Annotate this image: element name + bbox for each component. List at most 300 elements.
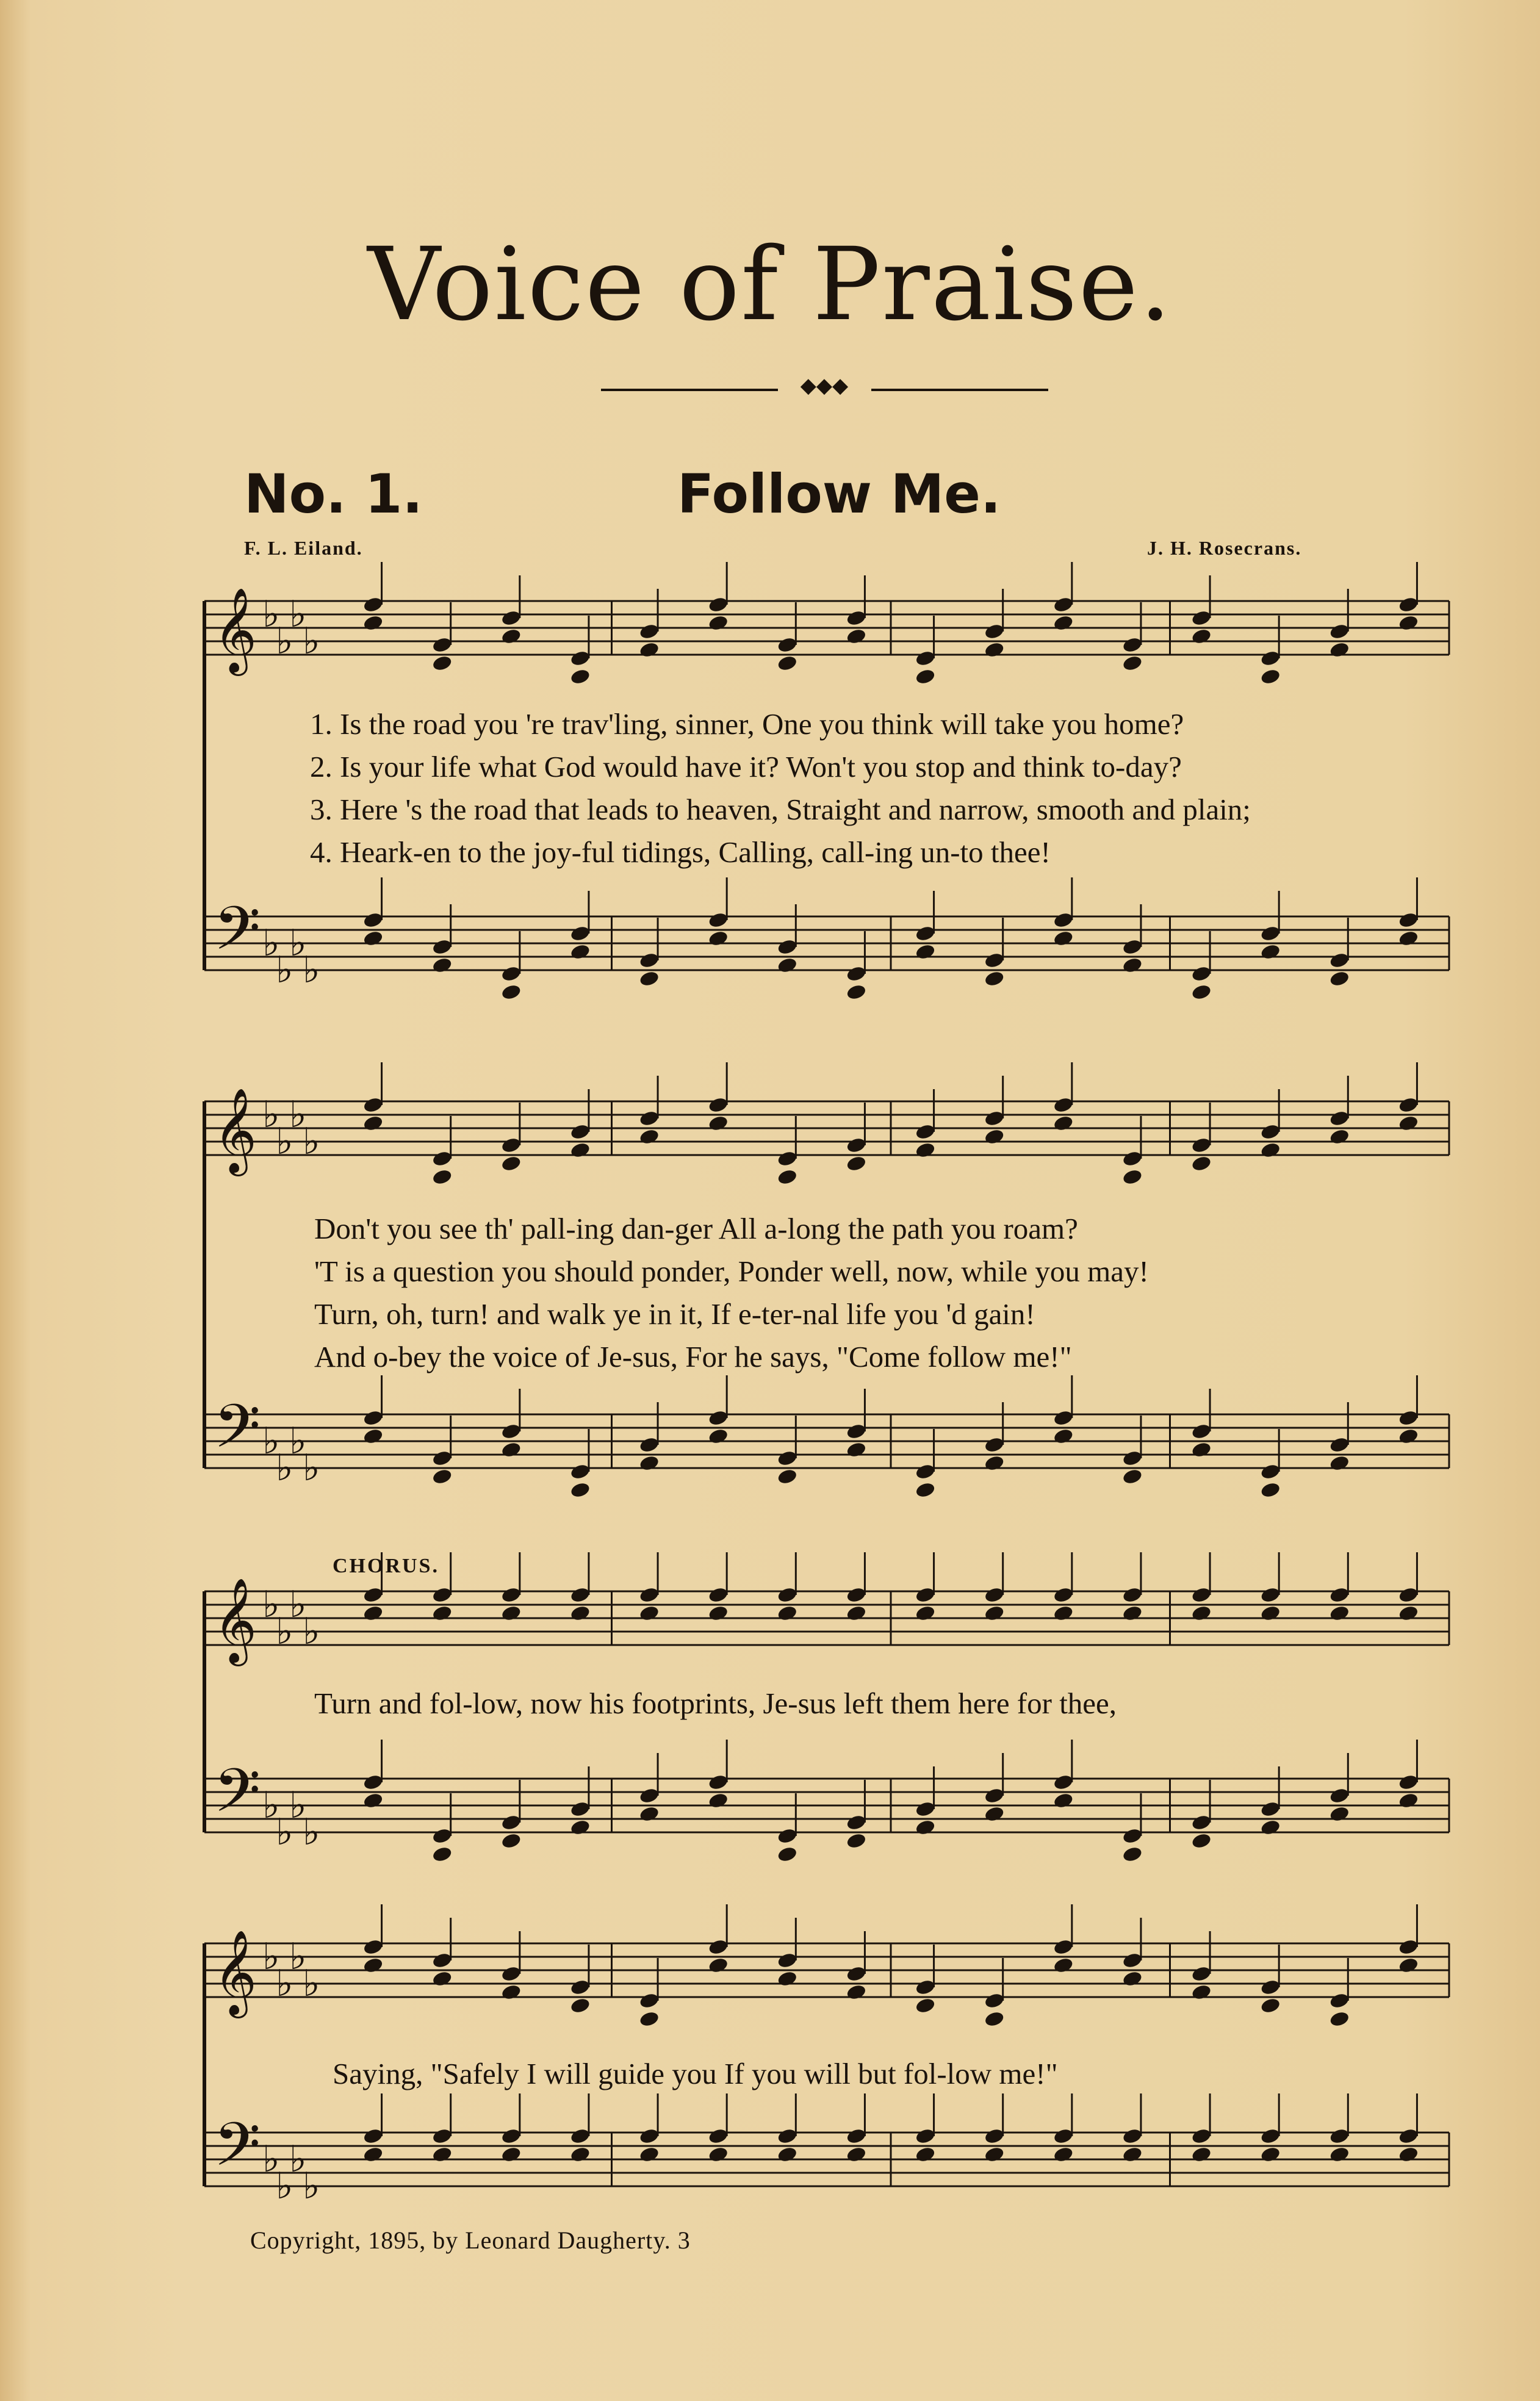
system-4-treble-note <box>1121 1951 1143 1969</box>
system-4-treble-note <box>1052 1938 1074 1956</box>
system-3-treble-note <box>1121 1586 1143 1604</box>
system-3-bass-note <box>1191 1813 1212 1831</box>
system-4-key-signature: ♭ <box>276 1962 293 2005</box>
system-1-bass-clef: 𝄢 <box>214 894 261 979</box>
system-3-key-signature: ♭ <box>303 1610 320 1653</box>
verse-1-line-1: 1. Is the road you 're trav'ling, sinner, One you think will take you home? <box>310 707 1184 741</box>
system-1-bass-note <box>777 938 798 956</box>
system-4-treble-note <box>777 1951 798 1969</box>
system-1-bass-note <box>1329 970 1350 987</box>
composer: J. H. Rosecrans. <box>1147 537 1302 559</box>
system-1-treble-note <box>708 614 729 632</box>
system-4-bass-note <box>1191 2145 1212 2163</box>
hymn-number: No. 1. <box>244 463 423 525</box>
system-3-bass-note <box>984 1787 1005 1804</box>
system-3-treble-note <box>500 1586 522 1604</box>
system-1-bass-note <box>1121 956 1143 974</box>
system-4-key-signature: ♭ <box>289 1935 307 1978</box>
system-4-bass-note <box>1329 2145 1350 2163</box>
system-4-bass-clef: 𝄢 <box>214 2110 261 2195</box>
system-1-treble-note <box>915 649 936 667</box>
system-1-treble-note <box>777 654 798 672</box>
system-4-bass-note <box>362 2127 384 2145</box>
system-1-treble-note <box>362 596 384 613</box>
system-3-treble-note <box>1191 1586 1212 1604</box>
system-4-bass-note <box>1329 2127 1350 2145</box>
system-2-treble-note <box>1121 1168 1143 1186</box>
copyright: Copyright, 1895, by Leonard Daugherty. 3 <box>250 2226 691 2254</box>
system-2-bass-note <box>1260 1481 1281 1499</box>
system-2-bass-note <box>777 1449 798 1467</box>
system-1-bass-note <box>1398 911 1419 929</box>
system-1-treble-note <box>1329 641 1350 658</box>
system-4-treble-note <box>1260 1996 1281 2014</box>
system-1-bass-note <box>1121 938 1143 956</box>
system-2-key-signature: ♭ <box>303 1120 320 1163</box>
system-3-treble-note <box>777 1586 798 1604</box>
system-4-bass-note <box>846 2145 867 2163</box>
system-3-treble-note <box>1398 1586 1419 1604</box>
system-1-bass-note <box>1052 929 1074 947</box>
system-1-bass-note <box>1329 951 1350 969</box>
system-1-key-signature: ♭ <box>289 922 307 965</box>
system-4-treble-note <box>1121 1970 1143 1987</box>
system-3-bass-note <box>639 1787 660 1804</box>
system-4-treble-note <box>1052 1956 1074 1974</box>
system-3-bass-note <box>569 1818 591 1836</box>
system-4-treble-note <box>915 1996 936 2014</box>
system-3-bass-note <box>639 1805 660 1823</box>
system-2-bass-note <box>1329 1454 1350 1472</box>
system-1-treble-clef: 𝄞 <box>214 588 257 672</box>
system-1-treble-note <box>1260 668 1281 685</box>
system-2-bass-note <box>1398 1409 1419 1427</box>
system-4-key-signature: ♭ <box>262 2138 280 2181</box>
system-2-treble-note <box>569 1141 591 1159</box>
system-4-treble-note <box>984 1992 1005 2009</box>
system-2-treble-note <box>915 1141 936 1159</box>
system-4-treble-note <box>1191 1983 1212 2001</box>
system-3-bass-note <box>1329 1787 1350 1804</box>
system-2-treble-note <box>1398 1096 1419 1114</box>
system-3-bass-note <box>1260 1818 1281 1836</box>
system-3-bass-note <box>1052 1791 1074 1809</box>
system-1-treble-note <box>1121 636 1143 653</box>
system-2-bass-note <box>569 1481 591 1499</box>
system-2-bass-note <box>639 1454 660 1472</box>
system-3-treble-note <box>984 1586 1005 1604</box>
system-2-bass-note <box>984 1436 1005 1453</box>
system-3-bass-note <box>431 1827 453 1845</box>
system-1-bass-note <box>431 938 453 956</box>
system-4-bass-note <box>846 2127 867 2145</box>
system-4-bass-note <box>1121 2127 1143 2145</box>
system-1-bass-note <box>362 911 384 929</box>
system-4-treble-note <box>915 1978 936 1996</box>
system-3-key-signature: ♭ <box>289 1583 307 1626</box>
system-1-key-signature: ♭ <box>262 922 280 965</box>
system-4-bass-note <box>500 2127 522 2145</box>
system-3-treble-note <box>1260 1586 1281 1604</box>
system-3-treble-note <box>1191 1604 1212 1622</box>
system-2-key-signature: ♭ <box>289 1093 307 1136</box>
system-1-bass-note <box>1398 929 1419 947</box>
system-4-bass-note <box>1398 2127 1419 2145</box>
system-3-bass-note <box>362 1791 384 1809</box>
system-2-bass-note <box>1052 1409 1074 1427</box>
system-3-treble-note <box>915 1586 936 1604</box>
system-1-treble-note <box>1329 622 1350 640</box>
system-1-bass-note <box>431 956 453 974</box>
lyricist: F. L. Eiland. <box>244 537 363 559</box>
system-3-treble-note <box>915 1604 936 1622</box>
system-3-treble-note <box>1329 1604 1350 1622</box>
system-3-bass-note <box>846 1832 867 1849</box>
system-2-bass-note <box>639 1436 660 1453</box>
hymn-title: Follow Me. <box>677 463 1001 525</box>
system-4-bass-note <box>1191 2127 1212 2145</box>
system-3-bass-note <box>708 1773 729 1791</box>
system-4-treble-note <box>1329 2010 1350 2028</box>
system-4-treble-note <box>846 1983 867 2001</box>
system-2-treble-note <box>708 1114 729 1132</box>
system-4-key-signature: ♭ <box>276 2165 293 2208</box>
system-2-bass-note <box>1329 1436 1350 1453</box>
system-2-treble-note <box>846 1136 867 1154</box>
system-1-treble-note <box>1052 596 1074 613</box>
system-2-bass-note <box>431 1449 453 1467</box>
system-2-treble-note <box>1260 1123 1281 1140</box>
system-4-bass-note <box>1260 2145 1281 2163</box>
system-3-treble-note <box>500 1604 522 1622</box>
system-2-treble-note <box>777 1150 798 1167</box>
system-2-key-signature: ♭ <box>262 1093 280 1136</box>
system-3-bass-clef: 𝄢 <box>214 1756 261 1841</box>
system-4-treble-note <box>639 1992 660 2009</box>
system-2-bass-note <box>984 1454 1005 1472</box>
system-3-treble-note <box>1260 1604 1281 1622</box>
system-1-bass-note <box>777 956 798 974</box>
system-4-bass-note <box>777 2127 798 2145</box>
system-1-treble-note <box>846 627 867 645</box>
system-2-treble-note <box>984 1109 1005 1127</box>
system-1-treble-note <box>777 636 798 653</box>
system-1-treble-note <box>984 641 1005 658</box>
system-4-treble-note <box>708 1956 729 1974</box>
system-1-bass-note <box>984 951 1005 969</box>
system-2-treble-note <box>362 1114 384 1132</box>
system-1-bass-note <box>708 911 729 929</box>
system-3-bass-note <box>1329 1805 1350 1823</box>
system-3-treble-note <box>846 1604 867 1622</box>
system-1-treble-note <box>1398 596 1419 613</box>
system-3-bass-note <box>846 1813 867 1831</box>
system-2-treble-note <box>915 1123 936 1140</box>
system-2-bass-note <box>1398 1427 1419 1445</box>
verse-4-line-1: 4. Heark-en to the joy-ful tidings, Calling, call-ing un-to thee! <box>310 835 1051 869</box>
system-3-bass-note <box>1398 1773 1419 1791</box>
system-4-bass-note <box>984 2127 1005 2145</box>
system-3-key-signature: ♭ <box>276 1610 293 1653</box>
system-2-treble-note <box>1052 1096 1074 1114</box>
system-3-treble-note <box>431 1586 453 1604</box>
system-4-treble-note <box>362 1956 384 1974</box>
system-1-treble-note <box>915 668 936 685</box>
system-2-bass-note <box>915 1463 936 1480</box>
system-1-treble-note <box>569 668 591 685</box>
system-4-bass-note <box>431 2145 453 2163</box>
system-4-bass-note <box>915 2127 936 2145</box>
system-3-treble-note <box>1398 1604 1419 1622</box>
system-2-bass-note <box>500 1441 522 1458</box>
system-3-treble-note <box>1329 1586 1350 1604</box>
system-3-treble-note <box>708 1604 729 1622</box>
system-3-key-signature: ♭ <box>262 1784 280 1827</box>
system-3-bass-note <box>500 1832 522 1849</box>
system-3-treble-note <box>569 1604 591 1622</box>
system-4-bass-note <box>1260 2127 1281 2145</box>
system-4-treble-note <box>500 1965 522 1982</box>
ornament: ◆◆◆ <box>800 375 849 397</box>
system-3-bass-note <box>569 1800 591 1818</box>
system-1-treble-note <box>1398 614 1419 632</box>
system-3-treble-note <box>777 1604 798 1622</box>
system-3-bass-note <box>1121 1827 1143 1845</box>
system-2-bass-note <box>846 1422 867 1440</box>
system-1-key-signature: ♭ <box>276 949 293 992</box>
system-1-bass-note <box>569 924 591 942</box>
system-4-bass-note <box>1052 2127 1074 2145</box>
system-2-bass-note <box>777 1467 798 1485</box>
system-1-treble-note <box>708 596 729 613</box>
system-4-key-signature: ♭ <box>303 2165 320 2208</box>
system-4-treble-note <box>1260 1978 1281 1996</box>
system-2-bass-note <box>362 1409 384 1427</box>
system-1-treble-note <box>1121 654 1143 672</box>
system-1-treble-note <box>500 609 522 627</box>
system-3-treble-note <box>708 1586 729 1604</box>
system-4-treble-note <box>1191 1965 1212 1982</box>
system-2-key-signature: ♭ <box>303 1447 320 1489</box>
system-3-key-signature: ♭ <box>289 1784 307 1827</box>
system-4-treble-note <box>431 1951 453 1969</box>
system-2-bass-note <box>362 1427 384 1445</box>
system-4-treble-note <box>984 2010 1005 2028</box>
system-1-treble-note <box>984 622 1005 640</box>
system-2-treble-note <box>500 1136 522 1154</box>
system-3-bass-note <box>1191 1832 1212 1849</box>
system-1-key-signature: ♭ <box>303 949 320 992</box>
system-2-treble-note <box>846 1154 867 1172</box>
verse-1-line-2: Don't you see th' pall-ing dan-ger All a-long the path you roam? <box>314 1212 1078 1245</box>
system-1-bass-note <box>1260 943 1281 960</box>
system-3-treble-note <box>569 1586 591 1604</box>
system-4-bass-note <box>362 2145 384 2163</box>
system-2-treble-note <box>1329 1128 1350 1145</box>
system-2-treble-note <box>1329 1109 1350 1127</box>
verse-4-line-2: And o-bey the voice of Je-sus, For he says, "Come follow me!" <box>314 1340 1072 1373</box>
system-3-bass-note <box>708 1791 729 1809</box>
system-3-bass-note <box>777 1845 798 1863</box>
system-2-treble-note <box>1052 1114 1074 1132</box>
system-3-bass-note <box>1052 1773 1074 1791</box>
system-1-treble-note <box>639 641 660 658</box>
system-2-bass-note <box>1121 1467 1143 1485</box>
system-2-bass-note <box>569 1463 591 1480</box>
system-3-key-signature: ♭ <box>262 1583 280 1626</box>
system-4-treble-note <box>708 1938 729 1956</box>
system-1-treble-note <box>500 627 522 645</box>
system-2-treble-note <box>1191 1136 1212 1154</box>
system-2-treble-note <box>1398 1114 1419 1132</box>
system-2-bass-note <box>431 1467 453 1485</box>
verse-2-line-2: 'T is a question you should ponder, Ponder well, now, while you may! <box>314 1254 1149 1288</box>
system-4-bass-note <box>639 2127 660 2145</box>
system-1-bass-note <box>639 970 660 987</box>
system-4-key-signature: ♭ <box>289 2138 307 2181</box>
system-1-bass-note <box>846 965 867 982</box>
system-2-bass-note <box>846 1441 867 1458</box>
system-2-bass-note <box>1191 1422 1212 1440</box>
system-4-treble-note <box>1329 1992 1350 2009</box>
system-1-treble-note <box>1052 614 1074 632</box>
system-3-key-signature: ♭ <box>276 1811 293 1854</box>
system-1-key-signature: ♭ <box>289 593 307 636</box>
system-2-treble-note <box>431 1168 453 1186</box>
system-1-bass-note <box>639 951 660 969</box>
system-1-bass-note <box>1191 983 1212 1001</box>
system-1-key-signature: ♭ <box>303 620 320 663</box>
verse-2-line-1: 2. Is your life what God would have it? Won't you stop and think to-day? <box>310 750 1182 783</box>
system-2-treble-note <box>1121 1150 1143 1167</box>
system-1-treble-note <box>846 609 867 627</box>
system-4-bass-note <box>431 2127 453 2145</box>
system-2-key-signature: ♭ <box>289 1420 307 1463</box>
book-title: Voice of Praise. <box>367 226 1173 343</box>
system-2-treble-note <box>500 1154 522 1172</box>
system-4-bass-note <box>1052 2145 1074 2163</box>
system-2-treble-note <box>569 1123 591 1140</box>
system-4-treble-note <box>362 1938 384 1956</box>
system-2-treble-note <box>1260 1141 1281 1159</box>
system-1-bass-note <box>1191 965 1212 982</box>
system-2-bass-note <box>1121 1449 1143 1467</box>
system-2-bass-note <box>1191 1441 1212 1458</box>
system-2-treble-clef: 𝄞 <box>214 1088 257 1173</box>
system-3-treble-note <box>362 1586 384 1604</box>
system-4-key-signature: ♭ <box>303 1962 320 2005</box>
system-2-bass-note <box>500 1422 522 1440</box>
system-4-treble-note <box>1398 1938 1419 1956</box>
system-4-treble-clef: 𝄞 <box>214 1930 257 2015</box>
system-4-bass-note <box>500 2145 522 2163</box>
system-4-bass-note <box>708 2127 729 2145</box>
system-4-bass-note <box>639 2145 660 2163</box>
system-1-bass-note <box>846 983 867 1001</box>
system-2-treble-note <box>639 1109 660 1127</box>
verse-3-line-1: 3. Here 's the road that leads to heaven, Straight and narrow, smooth and plain; <box>310 793 1251 826</box>
system-4-treble-note <box>846 1965 867 1982</box>
system-2-treble-note <box>362 1096 384 1114</box>
system-2-bass-note <box>708 1409 729 1427</box>
system-4-bass-note <box>777 2145 798 2163</box>
system-3-key-signature: ♭ <box>303 1811 320 1854</box>
system-3-treble-note <box>362 1604 384 1622</box>
system-2-bass-note <box>708 1427 729 1445</box>
system-2-bass-note <box>1052 1427 1074 1445</box>
system-4-treble-note <box>639 2010 660 2028</box>
system-1-bass-note <box>500 983 522 1001</box>
system-1-key-signature: ♭ <box>262 593 280 636</box>
system-1-treble-note <box>431 636 453 653</box>
system-1-treble-note <box>1191 609 1212 627</box>
system-3-treble-note <box>1052 1604 1074 1622</box>
system-2-bass-clef: 𝄢 <box>214 1392 261 1477</box>
system-1-treble-note <box>431 654 453 672</box>
system-4-treble-note <box>777 1970 798 1987</box>
system-3-bass-note <box>500 1813 522 1831</box>
system-1-treble-note <box>1260 649 1281 667</box>
system-1-bass-note <box>984 970 1005 987</box>
system-1-bass-note <box>569 943 591 960</box>
system-1-bass-note <box>708 929 729 947</box>
system-3-treble-note <box>639 1586 660 1604</box>
system-2-treble-note <box>777 1168 798 1186</box>
system-2-treble-note <box>639 1128 660 1145</box>
system-3-bass-note <box>1398 1791 1419 1809</box>
system-1-bass-note <box>915 924 936 942</box>
system-2-bass-note <box>1260 1463 1281 1480</box>
system-1-bass-note <box>362 929 384 947</box>
system-4-treble-note <box>569 1996 591 2014</box>
system-2-key-signature: ♭ <box>262 1420 280 1463</box>
chorus-line-2: Saying, "Safely I will guide you If you will but fol-low me!" <box>333 2057 1058 2090</box>
system-3-treble-note <box>639 1604 660 1622</box>
system-3-bass-note <box>1260 1800 1281 1818</box>
system-3-bass-note <box>362 1773 384 1791</box>
system-4-bass-note <box>984 2145 1005 2163</box>
system-1-treble-note <box>639 622 660 640</box>
system-2-bass-note <box>915 1481 936 1499</box>
system-3-treble-note <box>1052 1586 1074 1604</box>
system-1-bass-note <box>915 943 936 960</box>
system-4-key-signature: ♭ <box>262 1935 280 1978</box>
system-1-treble-note <box>1191 627 1212 645</box>
system-1-treble-note <box>362 614 384 632</box>
chorus-line-1: Turn and fol-low, now his footprints, Je-sus left them here for thee, <box>314 1686 1117 1720</box>
system-4-bass-note <box>708 2145 729 2163</box>
system-2-treble-note <box>431 1150 453 1167</box>
system-3-treble-note <box>984 1604 1005 1622</box>
system-3-treble-clef: 𝄞 <box>214 1578 257 1663</box>
system-3-bass-note <box>915 1818 936 1836</box>
system-4-bass-note <box>569 2127 591 2145</box>
system-4-bass-note <box>915 2145 936 2163</box>
system-1-key-signature: ♭ <box>276 620 293 663</box>
system-1-bass-note <box>1052 911 1074 929</box>
chorus-label: CHORUS. <box>333 1555 439 1577</box>
system-4-treble-note <box>1398 1956 1419 1974</box>
system-2-treble-note <box>708 1096 729 1114</box>
system-4-bass-note <box>569 2145 591 2163</box>
system-4-treble-note <box>569 1978 591 1996</box>
system-3-bass-note <box>1121 1845 1143 1863</box>
system-1-bass-note <box>500 965 522 982</box>
system-3-bass-note <box>984 1805 1005 1823</box>
system-3-treble-note <box>431 1604 453 1622</box>
system-2-treble-note <box>984 1128 1005 1145</box>
system-4-bass-note <box>1121 2145 1143 2163</box>
